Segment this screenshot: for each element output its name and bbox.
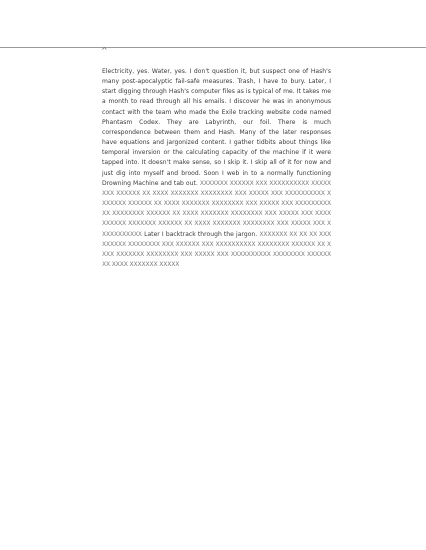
top-rule: [0, 47, 426, 48]
glyph-run-2: XXXXXXX XX XX XX XXXXXXXXX XXXXXXXX XXX XXXXXX XXX XXXXXXXXXX XXXXXXXX XXXXXX XX XXXX XXXXXXX XXXXXXXX XXX XXXXX XXX XXXXXXXXXX XXXXXXXX XXXXXX XX XXXX XXXXXXX XXXXX: [102, 230, 331, 268]
body-text: [102, 67, 331, 270]
corner-mark: ^: [101, 46, 108, 55]
glyph-run: XXXXXXX XXXXXX XXX XXXXXXXXXX XXXXXXXX XXXXXX XX XXXX XXXXXXX XXXXXXXX XXX XXXXX XXX XXXXXXXXXX XXXXXXX XXXXXX XX XXXX XXXXXXX XXXXXXXX XXX XXXXX XXX XXXXXXXXXXX XXXXXXXX XXXXXX XX XXXX XXXXXXX XXXXXXXX XXX XXXXX XXX XXXXXXXXXX XXXXXXX XXXXXX XX XXXX XXXXXXX XXXXXXXX XXX XXXXX XXX XXXXXXXXXXX: [102, 179, 331, 238]
body-paragraph: Electricity, yes. Water, yes. I don't question it, but suspect one of Hash's many post-apocalyptic fail-safe measures. Trash, I have to bury. Later, I start digging through Hash's computer files as is typical of me. It takes me a month to read through all his emails. I discover he was in anonymous contact with the team who made the Exile tracking website code named Phantasm Codex. They are Labyrinth, our foil. There is much correspondence between them and Hash. Many of the later responses have equations and jargonized content. I gather tidbits about things like temporal inversion or the calculating capacity of the machine if it were tapped into. It doesn't make sense, so I skip it. I skip all of it for now and just dig into myself and brood. Soon I web in to a normally functioning Drowning Machine and tab out.: [102, 68, 331, 187]
body-sentence: Later I backtrack through the jargon.: [144, 230, 258, 238]
